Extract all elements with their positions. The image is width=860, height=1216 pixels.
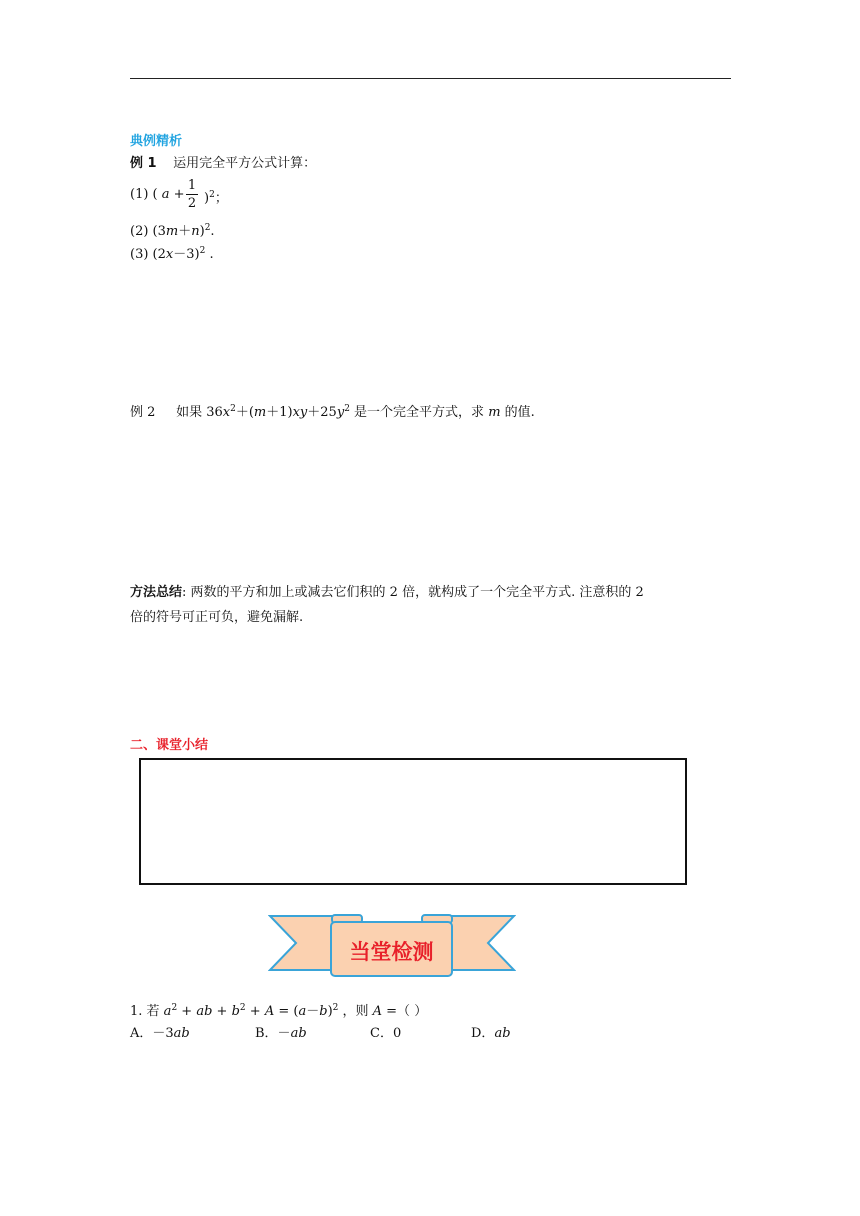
fraction-bar	[186, 194, 198, 195]
summary-heading: 二、课堂小结	[130, 738, 209, 753]
option-a[interactable]: A．－3ab	[130, 1026, 190, 1041]
example1-label: 例 1	[130, 156, 157, 171]
example2-label: 例 2	[130, 405, 156, 420]
example1-item1-tail: )$^2$；	[204, 190, 228, 206]
example1-item3: (3) $(2x-3)^2$ .	[130, 246, 214, 262]
option-c[interactable]: C．0	[370, 1026, 402, 1041]
example1-item1: (1) ( a +	[130, 187, 185, 202]
summary-box	[139, 758, 687, 885]
header-rule	[130, 78, 731, 79]
method-label: 方法总结	[130, 585, 183, 600]
banner-title: 当堂检测	[349, 940, 434, 964]
example1-item2: (2) $(3m+n)^2$.	[130, 223, 215, 239]
question1: 1. 若 $a^2$ + ab + $b^2 + A = (a-b)^2$ ，则 A =（ ）	[130, 1003, 428, 1019]
method-summary-line1: 方法总结: 两数的平方和加上或减去它们积的 2 倍，就构成了一个完全平方式. 注意积的 2	[130, 585, 644, 600]
fraction-one-half: 1 2	[187, 178, 197, 211]
example1-header	[130, 152, 316, 171]
section-heading: 典例精析	[130, 134, 183, 149]
option-d[interactable]: D．ab	[471, 1026, 511, 1041]
option-b[interactable]: B．－ab	[255, 1026, 307, 1041]
example1-prompt: 运用完全平方公式计算：	[173, 156, 317, 171]
example2: 例 2 如果 $36x^2+(m+1)xy+25y^2$ 是一个完全平方式，求 m 的值.	[130, 404, 535, 420]
method-summary-line2: 倍的符号可正可负，避免漏解.	[130, 610, 304, 625]
